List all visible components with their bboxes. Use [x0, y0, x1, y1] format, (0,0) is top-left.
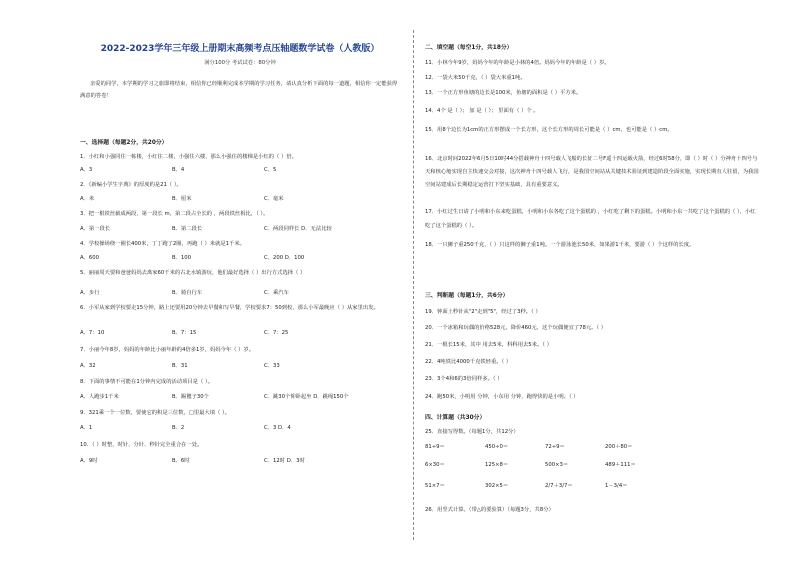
question-6-options: [80, 328, 356, 336]
calc-row: [425, 460, 665, 468]
question-12: 12．一袋大米50千克，（ ）袋大米重1吨。: [425, 75, 526, 81]
question-15: 15．用8个边长为1cm的正方形摆成一个长方形，这个长方形的周长可能是（ ）cm，也可能是（ ）cm。: [425, 127, 673, 133]
option: C．5: [264, 167, 277, 173]
question-19: 19．钟面上秒针从"2"走到"5"，经过了3秒。（ ）: [425, 309, 541, 315]
option: B．100: [172, 255, 192, 261]
option: A．米: [80, 196, 95, 202]
exam-title: 2022-2023学年三年级上册期末高频考点压轴题数学试卷（人教版）: [100, 44, 380, 54]
calc-item: 6×30＝: [425, 462, 445, 468]
option: A．1: [80, 425, 93, 431]
section-judge-title: 三、判断题（每题1分，共6分）: [425, 293, 509, 299]
question-26: 26．用竖式计算。（带△的要验算）（每题3分，共8分）: [425, 507, 554, 513]
question-9: 9．321乘一个一位数，要使它的积是三位数，□里最大填（ ）。: [80, 410, 230, 416]
exam-intro: 亲爱的同学，本学期的学习之旅即将结束，相信你已经顺利完成本学期的学习任务，请认真分析下面的每一道题，相信你一定能获得满意的答卷！: [80, 81, 398, 99]
option: A．600: [80, 255, 100, 261]
question-5-options: [80, 288, 356, 296]
question-7: 7．小丽今年8岁，妈妈的年龄比小丽年龄的4倍多1岁，妈妈今年（ ）岁。: [80, 347, 255, 353]
question-9-options: [80, 423, 356, 431]
question-4-options: [80, 253, 404, 261]
option: C．7：25: [264, 330, 289, 336]
option: B．6时: [172, 458, 190, 464]
option: B．4: [172, 167, 185, 173]
calc-item: 302×5＝: [485, 483, 509, 489]
question-25: 25．直接写得数。（每题1分，共12分）: [425, 429, 519, 435]
question-1-options: [80, 165, 356, 173]
question-8: 8．下面的事情不可能在1分钟内完成的活动项目是（ ）。: [80, 379, 213, 385]
question-6: 6．小军从家到学校要走15分钟，路上还要用20分钟去早餐和写早餐，学校要求7：50到校，那么小军最晚应（ ）从家里出发。: [80, 305, 379, 311]
question-10: 10．（ ）时整，时针、分针、秒针完全重合在一处。: [80, 442, 203, 448]
exam-meta: 满分100分 考试试卷：80分钟: [204, 60, 276, 66]
calc-item: 51×7＝: [425, 483, 445, 489]
option: C．33: [264, 363, 280, 369]
calc-item: 200＋80＝: [605, 444, 633, 450]
question-7-options: [80, 361, 356, 369]
calc-row: [425, 442, 665, 450]
option: C．12时 D．3时: [264, 458, 305, 464]
option: B．第二段长: [172, 226, 203, 232]
question-5: 5．丽丽周天要和爸爸妈妈去离家60千米的古北水镇游玩，他们最好选择（ ）出行方式选择（ ）: [80, 270, 306, 276]
option: A．步行: [80, 290, 100, 296]
section-calc-title: 四、计算题（共30分）: [425, 415, 486, 421]
question-14: 14．4个 是（ ）； 加 是（ ）； 里面有（ ）个 。: [425, 108, 539, 114]
option: A．第一段长: [80, 226, 111, 232]
question-22: 22．4吨铁比4000千克铁轻重。（ ）: [425, 359, 512, 365]
calc-item: 72÷9＝: [545, 444, 565, 450]
calc-item: 489＋111＝: [605, 462, 636, 468]
option: C．乘汽车: [264, 290, 289, 296]
option: A．32: [80, 363, 96, 369]
calc-item: 500×3＝: [545, 462, 569, 468]
question-11: 11．小林今年9岁，妈妈今年的年龄是小林的4倍。妈妈今年的年龄是（ ）岁。: [425, 60, 610, 66]
question-8-options: [80, 392, 404, 400]
question-2-options: [80, 194, 356, 202]
question-4: 4．学校操场绕一圈长400米，丁丁跑了2圈，再跑（ ）米就是1千米。: [80, 241, 245, 247]
question-3-options: [80, 224, 404, 232]
option: B．2: [172, 425, 185, 431]
calc-item: 450÷0＝: [485, 444, 509, 450]
calc-row: [425, 481, 665, 489]
calc-item: 81÷9＝: [425, 444, 445, 450]
question-3: 3．把一根铁丝截成两段，第一段长 m，第二段占全长的 ，两段铁丝相比，（ ）。: [80, 211, 269, 217]
option: C．跳30个仰卧起坐 D．跳绳150个: [264, 394, 349, 400]
option: B．骑自行车: [172, 290, 203, 296]
question-24: 24．跑50米，小明用 分钟，小东用 分钟，跑得快的是小明。（ ）: [425, 394, 579, 400]
option: B．踢毽子30个: [172, 394, 209, 400]
option: B．厘米: [172, 196, 192, 202]
option: B．7：15: [172, 330, 197, 336]
question-16: 16．北京时间2022年6月5日10时44分搭载神舟十四号载人飞船的长征二号F遥十四运载火箭，经过6时58分，即（ ）时（ ）分神舟十四号与天和核心舱实现自主快速交会对接，这次神舟十四号载人飞行，是我国空间站从关键技术验证到建造阶段全面实施，实现长期有人驻留，为我国空间站建成后长期稳定运营打下坚实基础，具有重要意义。: [425, 156, 759, 188]
section-fill-title: 二、填空题（每空1分，共18分）: [425, 45, 513, 51]
question-10-options: [80, 456, 356, 464]
option: A．人跑步1千米: [80, 394, 119, 400]
option: A．7：10: [80, 330, 105, 336]
calc-item: 125×8＝: [485, 462, 509, 468]
option: C．200 D．100: [264, 255, 305, 261]
option: A．3: [80, 167, 93, 173]
question-18: 18．一只狮子重250千克，（ ）只这样的狮子重1吨。一个游泳池长50米，如果游1千米，要游（ ）个这样的长度。: [425, 242, 695, 248]
question-1: 1．小红和小强同住一栋楼，小红住二楼，小强住六楼，那么小强住的楼梯是小红的（ ）倍。: [80, 154, 297, 160]
calc-item: 2/7＋3/7＝: [545, 483, 573, 489]
calc-item: 1－3/4＝: [605, 483, 628, 489]
question-20: 20．一个冰箱和玩偶的价格528元，降价460元，这个玩偶便宜了78元。（ ）: [425, 325, 607, 331]
question-23: 23．3个4和6的3倍同样多。（ ）: [425, 376, 503, 382]
question-13: 13．一个正方形鱼塘的边长是100米，鱼塘的面积是（ ）平方米。: [425, 90, 582, 96]
option: C．两段同样长 D．无法比较: [264, 226, 332, 232]
option: A．9时: [80, 458, 98, 464]
option: C．毫米: [264, 196, 284, 202]
question-21: 21．一根长15米，其中 用去5米，科科用去5米。（ ）: [425, 342, 552, 348]
question-2: 2．《新编小学生字典》的厚度约是21（ ）。: [80, 182, 182, 188]
section-choice-title: 一、选择题（每题2分，共20分）: [80, 140, 168, 146]
option: B．31: [172, 363, 188, 369]
question-17: 17．小红过生日请了小明和小东来吃蛋糕，小明和小东各吃了这个蛋糕的 ，小红吃了剩下的蛋糕。小明和小东一共吃了这个蛋糕的（ ），小红吃了这个蛋糕的（ ）。: [425, 209, 756, 229]
column-divider: [413, 30, 414, 540]
option: C．3 D．4: [264, 425, 291, 431]
